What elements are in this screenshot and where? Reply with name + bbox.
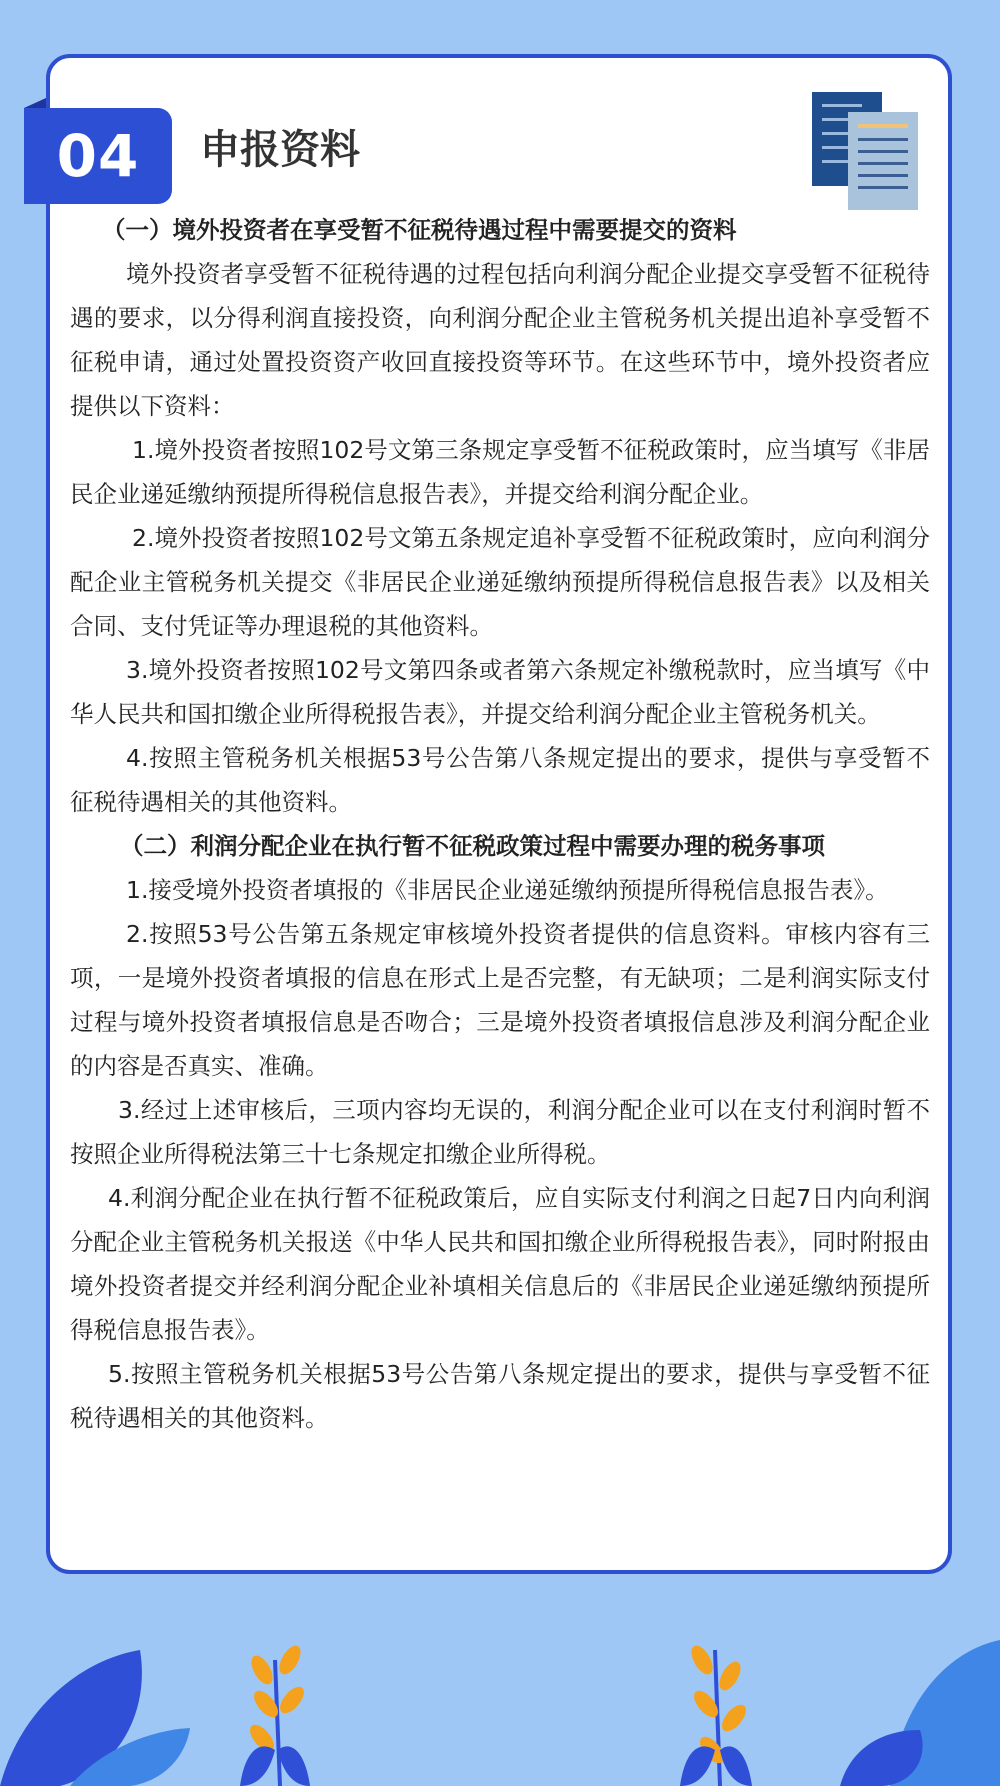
bottom-decoration [0,1600,1000,1786]
list-item: 1.接受境外投资者填报的《非居民企业递延缴纳预提所得税信息报告表》。 [126,876,889,904]
section-number-badge: 04 [24,108,172,204]
intro-paragraph: 境外投资者享受暂不征税待遇的过程包括向利润分配企业提交享受暂不征税待遇的要求，以分得利润直接投资，向利润分配企业主管税务机关提出追补享受暂不征税申请，通过处置投资资产收回直接投资等环节。在这些环节中，境外投资者应提供以下资料： [70,260,930,420]
list-item: 1.境外投资者按照102号文第三条规定享受暂不征税政策时，应当填写《非居民企业递延缴纳预提所得税信息报告表》，并提交给利润分配企业。 [70,436,930,508]
flower-icon [240,1642,310,1786]
list-item: 2.境外投资者按照102号文第五条规定追补享受暂不征税政策时，应向利润分配企业主管税务机关提交《非居民企业递延缴纳预提所得税信息报告表》以及相关合同、支付凭证等办理退税的其他资料。 [70,524,930,640]
subheading-2: （二）利润分配企业在执行暂不征税政策过程中需要办理的税务事项 [120,832,825,860]
subheading-1: （一）境外投资者在享受暂不征税待遇过程中需要提交的资料 [102,216,737,244]
section-title: 申报资料 [200,127,360,173]
flower-icon [680,1642,752,1786]
list-item: 4.利润分配企业在执行暂不征税政策后，应自实际支付利润之日起7日内向利润分配企业主管税务机关报送《中华人民共和国扣缴企业所得税报告表》，同时附报由境外投资者提交并经利润分配企业补填相关信息后的《非居民企业递延缴纳预提所得税信息报告表》。 [70,1184,930,1344]
list-item: 5.按照主管税务机关根据53号公告第八条规定提出的要求，提供与享受暂不征税待遇相关的其他资料。 [70,1360,930,1432]
document-icon [812,92,922,212]
list-item: 2.按照53号公告第五条规定审核境外投资者提供的信息资料。审核内容有三项，一是境外投资者填报的信息在形式上是否完整，有无缺项；二是利润实际支付过程与境外投资者填报信息是否吻合；三是境外投资者填报信息涉及利润分配企业的内容是否真实、准确。 [70,920,930,1080]
list-item: 3.经过上述审核后，三项内容均无误的，利润分配企业可以在支付利润时暂不按照企业所得税法第三十七条规定扣缴企业所得税。 [70,1096,930,1168]
list-item: 3.境外投资者按照102号文第四条或者第六条规定补缴税款时，应当填写《中华人民共和国扣缴企业所得税报告表》，并提交给利润分配企业主管税务机关。 [70,656,930,728]
document-body [70,208,930,1440]
list-item: 4.按照主管税务机关根据53号公告第八条规定提出的要求，提供与享受暂不征税待遇相关的其他资料。 [70,744,930,816]
